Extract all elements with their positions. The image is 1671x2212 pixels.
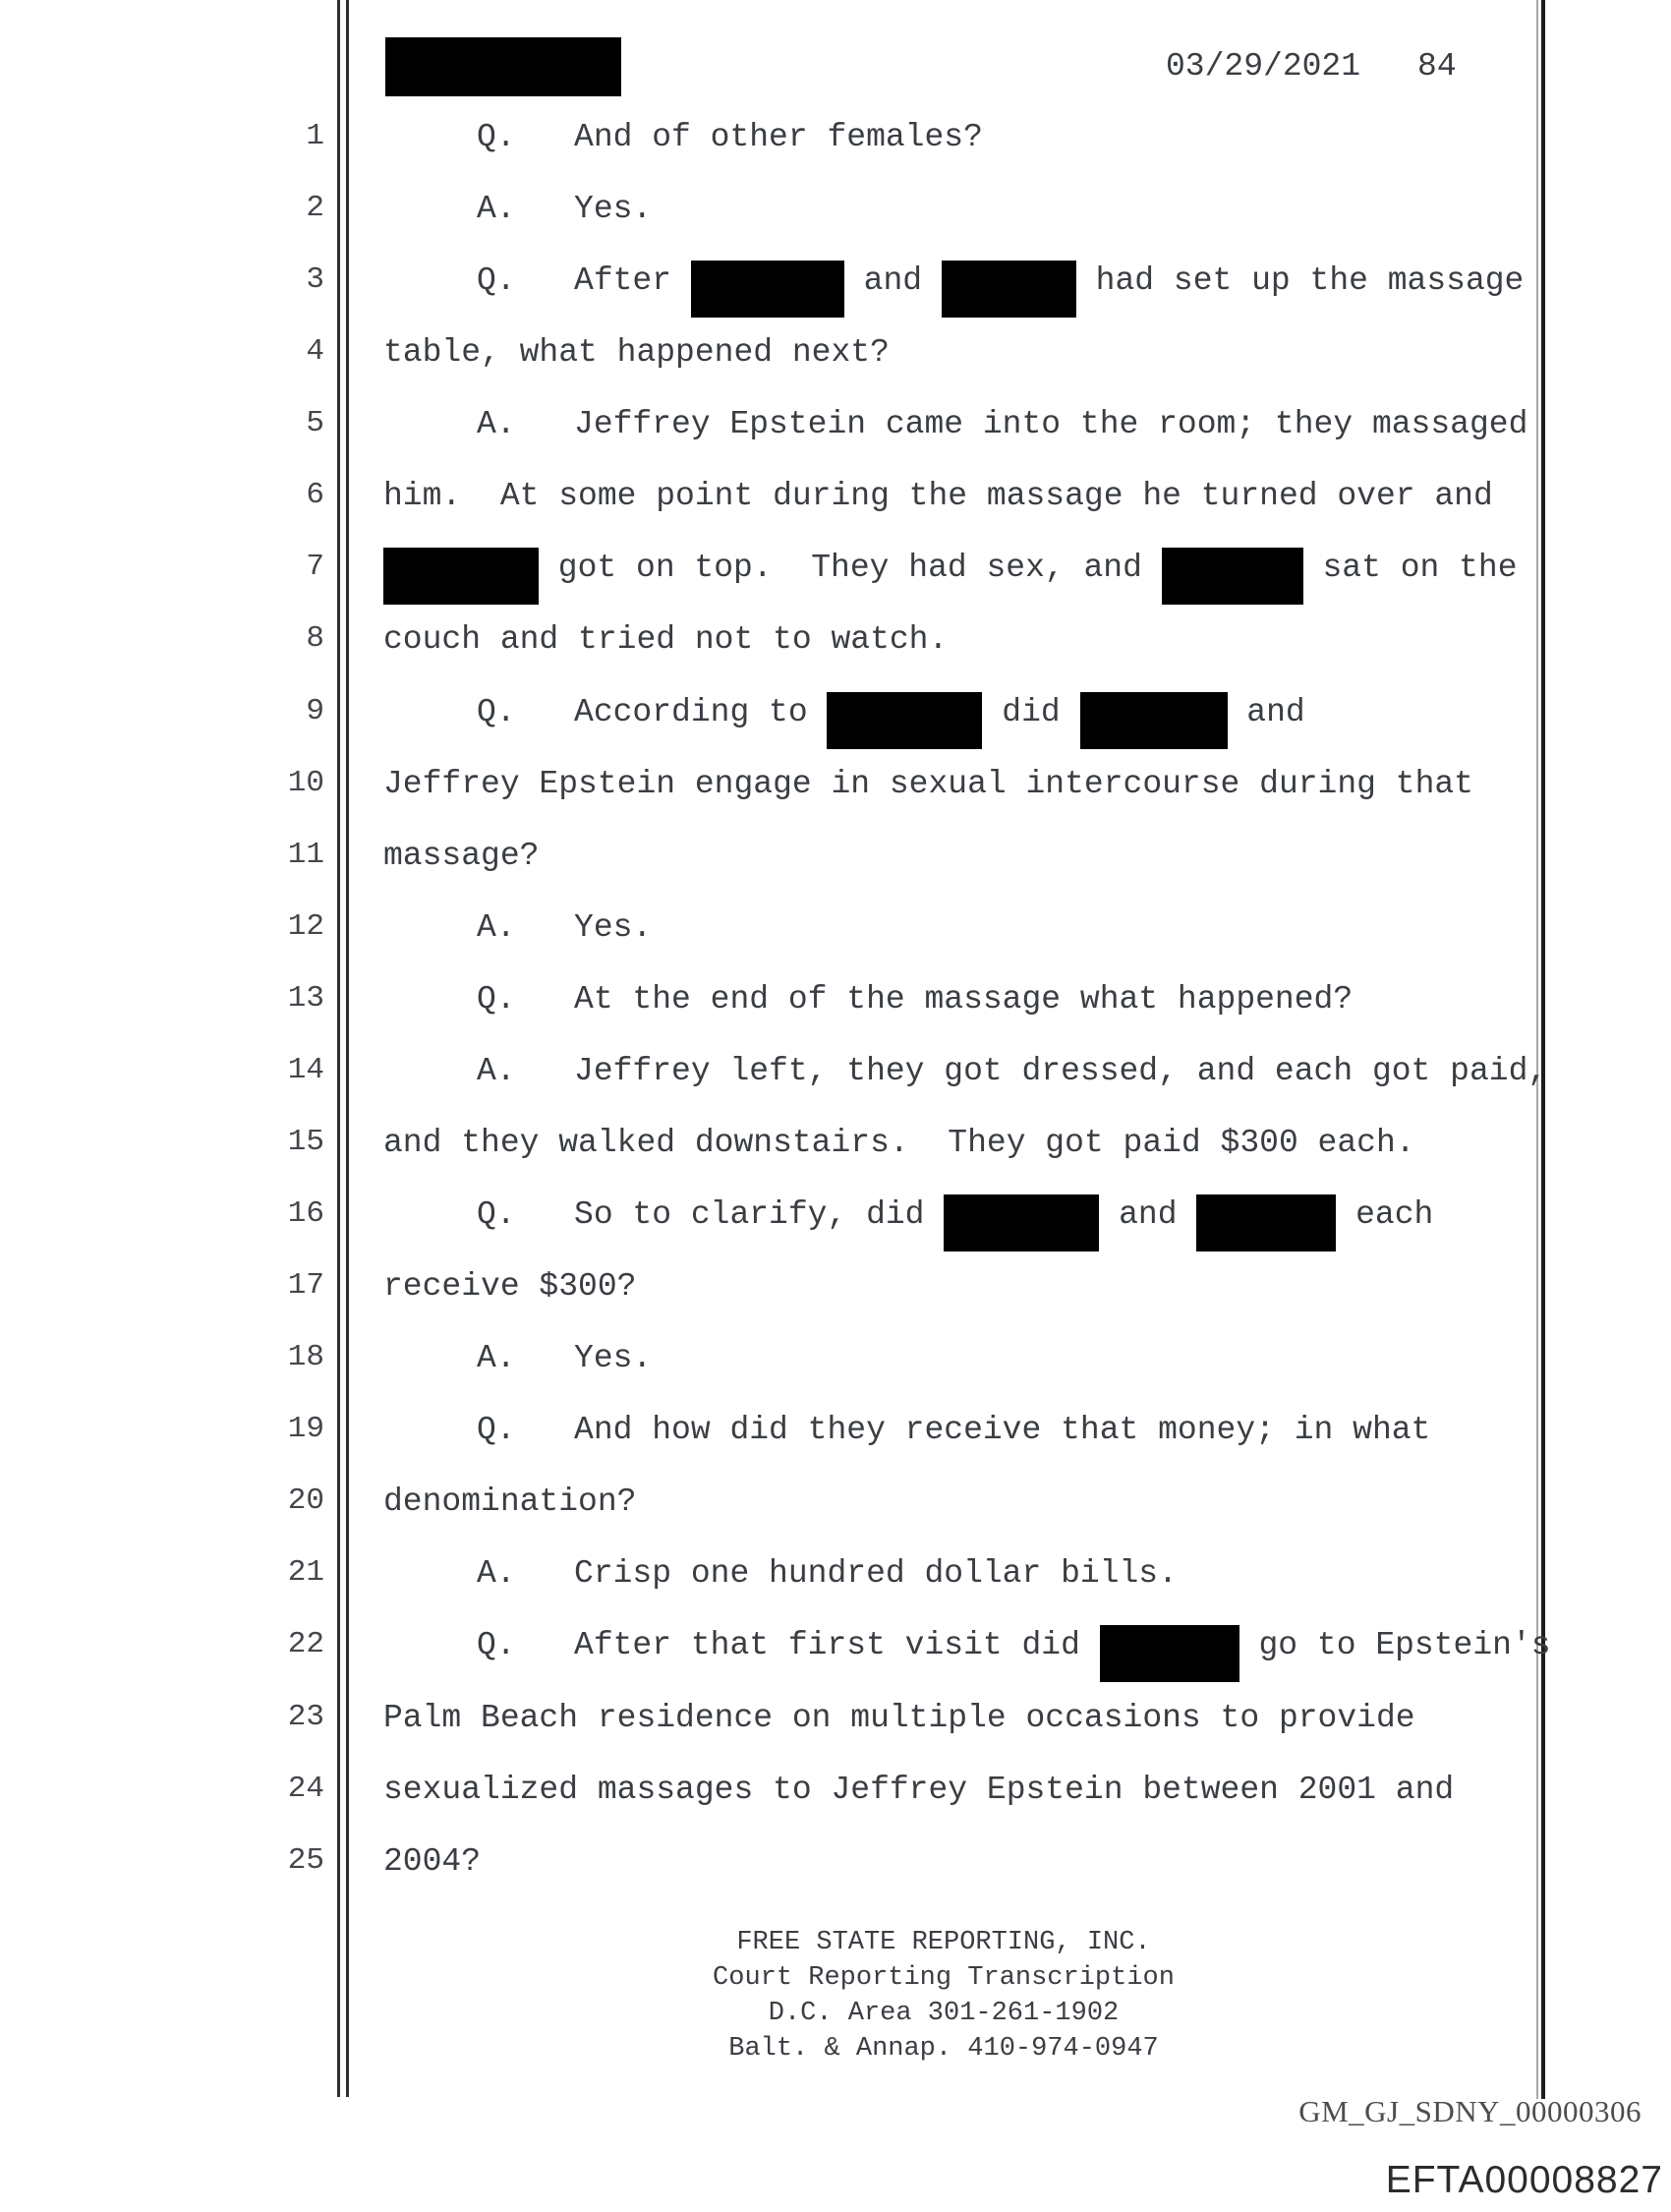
transcript-text: Jeffrey Epstein engage in sexual intercourse during that [383,765,1473,802]
transcript-line [383,189,652,228]
transcript-text: and [1099,1195,1197,1233]
line-number: 25 [287,1843,324,1878]
line-number: 5 [306,406,324,440]
redaction-box [691,261,844,318]
line-number: 16 [287,1196,324,1231]
bates-stamp: GM_GJ_SDNY_00000306 [1298,2094,1642,2128]
transcript-text: A. Jeffrey left, they got dressed, and each got paid, [477,1052,1548,1089]
left-margin-rule-inner [346,0,349,2097]
transcript-line [383,332,890,372]
line-number: 22 [287,1627,324,1661]
transcript-line [383,1123,1415,1162]
transcript-text: Q. So to clarify, did [477,1195,945,1233]
transcript-line [383,907,652,947]
transcript-line [383,1553,1178,1593]
line-number: 4 [306,334,324,369]
transcript-line [383,117,983,156]
transcript-text: massage? [383,837,540,874]
transcript-text: table, what happened next? [383,333,890,371]
header-dateline [1166,46,1457,86]
transcript-text: got on top. They had sex, and [539,549,1162,586]
footer-line-2: Court Reporting Transcription [713,1963,1175,1993]
transcript-line [383,261,1524,300]
transcript-text: Q. After that first visit did [477,1626,1100,1663]
line-number: 15 [287,1125,324,1159]
line-number: 11 [287,838,324,872]
line-number: 19 [287,1412,324,1446]
redaction-box [827,692,982,749]
transcript-line [383,476,1493,515]
exhibit-stamp: EFTA00008827 [1385,2159,1663,2201]
line-number: 17 [287,1268,324,1303]
transcript-text: A. Jeffrey Epstein came into the room; they massaged [477,405,1528,442]
transcript-line [383,404,1527,443]
transcript-text: Q. According to [477,693,828,730]
redaction-box [1080,692,1228,749]
transcript-text: Q. After [477,262,691,299]
reporter-footer [383,1925,1504,2066]
left-margin-rule-outer [337,0,340,2097]
line-number: 9 [306,694,324,728]
transcript-text: and they walked downstairs. They got paid $300 each. [383,1124,1415,1161]
line-number: 18 [287,1340,324,1374]
transcript-line [383,1194,1433,1234]
transcript-line [383,1338,652,1377]
redaction-box [944,1194,1099,1252]
line-number: 21 [287,1555,324,1590]
transcript-text: A. Yes. [477,190,653,227]
transcript-line [383,764,1473,803]
transcript-line [383,692,1305,731]
transcript-line [383,1266,636,1306]
header-redaction-box [385,37,621,96]
transcript-text: receive $300? [383,1267,637,1305]
line-number: 6 [306,478,324,512]
line-number: 23 [287,1700,324,1734]
transcript-text: sexualized massages to Jeffrey Epstein between 2001 and [383,1771,1455,1808]
transcript-text: A. Crisp one hundred dollar bills. [477,1554,1178,1592]
transcript-line [383,1841,481,1881]
transcript-line [383,548,1518,587]
redaction-box [1196,1194,1336,1252]
transcript-line [383,1482,636,1521]
footer-line-3: D.C. Area 301-261-1902 [768,1999,1120,2028]
transcript-text: Q. And of other females? [477,118,983,155]
transcript-line [383,836,539,875]
line-number: 3 [306,262,324,297]
transcript-line [383,1051,1547,1090]
transcript-line [383,1625,1551,1664]
transcript-line [383,1698,1415,1737]
transcript-text: sat on the [1302,549,1518,586]
redaction-box [383,548,539,605]
redaction-box [1162,548,1303,605]
transcript-line [383,619,948,659]
transcript-text: did [982,693,1080,730]
line-number: 13 [287,981,324,1016]
redaction-box [942,261,1076,318]
line-number: 2 [306,191,324,225]
line-number: 12 [287,909,324,944]
header-date: 03/29/2021 [1166,47,1361,85]
transcript-text: Palm Beach residence on multiple occasions to provide [383,1699,1415,1736]
right-margin-rule-shadow [1536,0,1538,2099]
transcript-text: Q. At the end of the massage what happened? [477,980,1354,1018]
line-number: 7 [306,550,324,584]
line-number: 1 [306,119,324,153]
transcript-line [383,1410,1430,1449]
transcript-line [383,979,1353,1019]
transcript-text: him. At some point during the massage he turned over and [383,477,1493,514]
line-number: 24 [287,1772,324,1806]
footer-line-1: FREE STATE REPORTING, INC. [736,1928,1151,1957]
line-number: 14 [287,1053,324,1087]
transcript-text: A. Yes. [477,1339,653,1376]
transcript-text: and [843,262,942,299]
footer-line-4: Balt. & Annap. 410-974-0947 [728,2034,1159,2064]
transcript-text: denomination? [383,1483,637,1520]
transcript-text: had set up the massage [1075,262,1525,299]
transcript-line [383,1770,1454,1809]
transcript-text: each [1336,1195,1434,1233]
transcript-text: go to Epstein's [1239,1626,1551,1663]
header-page-number: 84 [1417,47,1457,85]
transcript-text: couch and tried not to watch. [383,620,949,658]
transcript-text: 2004? [383,1842,482,1880]
right-margin-rule [1541,0,1545,2099]
transcript-text: and [1227,693,1305,730]
transcript-text: Q. And how did they receive that money; in what [477,1411,1431,1448]
line-number: 10 [287,766,324,800]
transcript-text: A. Yes. [477,908,653,946]
redaction-box [1100,1625,1239,1682]
line-number: 20 [287,1484,324,1518]
line-number: 8 [306,621,324,656]
